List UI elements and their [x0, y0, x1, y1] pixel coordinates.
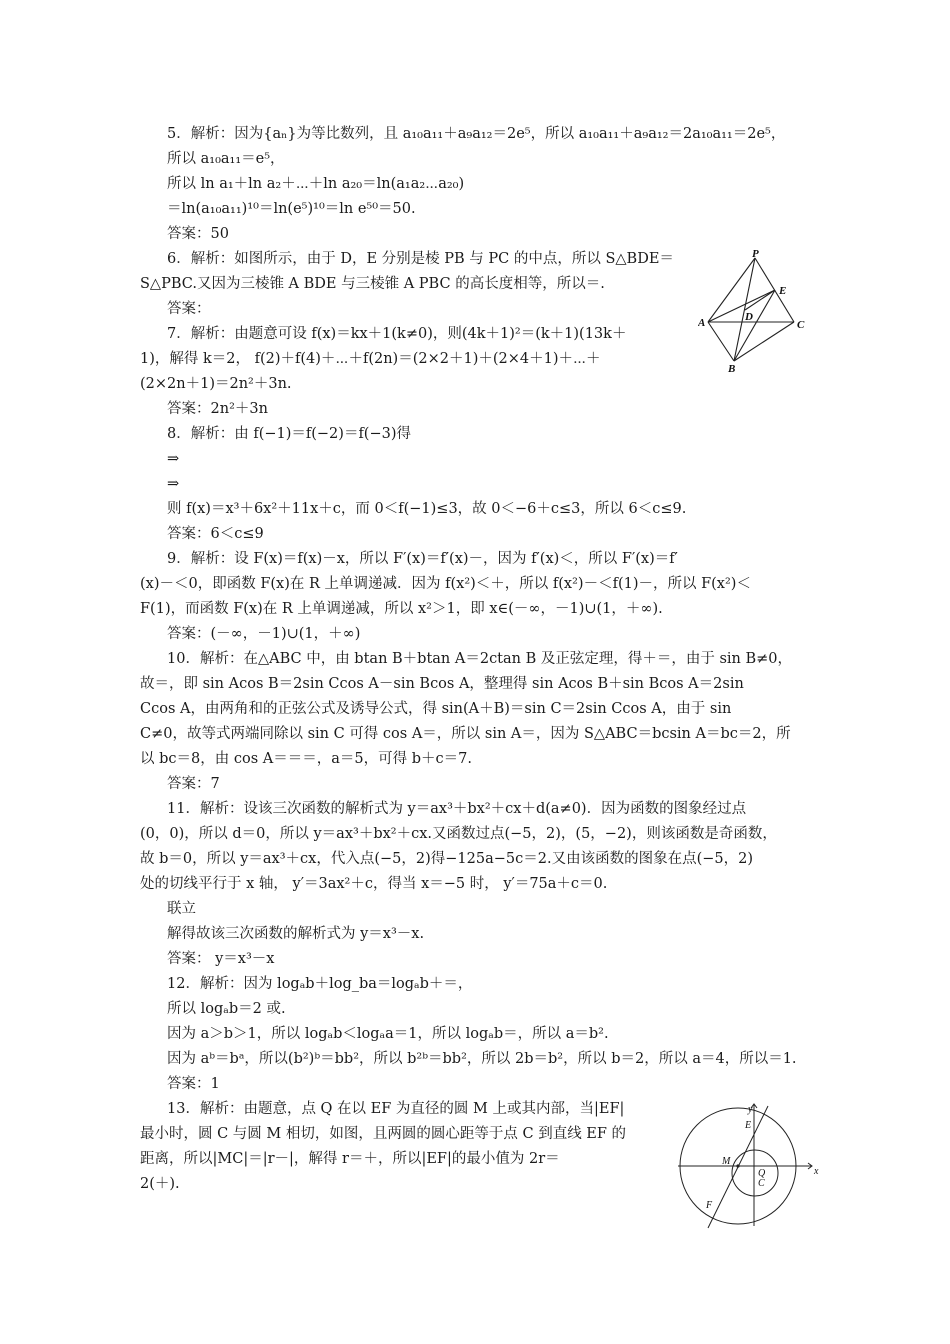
text-line: 答案：(－∞，－1)∪(1，＋∞) — [167, 626, 361, 642]
label-p: P — [752, 248, 759, 260]
circle-figure — [676, 1100, 822, 1230]
text-line: 10．解析：在△ABC 中，由 btan B＋btan A＝2ctan B 及正弦定理，得＋＝，由于 sin B≠0， — [167, 651, 793, 667]
text-line: 5．解析：因为{aₙ}为等比数列，且 a₁₀a₁₁＋a₉a₁₂＝2e⁵，所以 a₁₀a₁₁＋a₉a₁₂＝2a₁₀a₁₁＝2e⁵， — [167, 126, 786, 142]
label-d: D — [745, 311, 753, 323]
label-x: x — [814, 1166, 819, 1177]
text-line: ⇒ — [167, 451, 180, 467]
text-line: 以 bc＝8，由 cos A＝＝＝，a＝5，可得 b＋c＝7. — [140, 751, 472, 767]
text-line: 故＝，即 sin Acos B＝2sin Ccos A－sin Bcos A，整理得 sin Acos B＋sin Bcos A＝2sin — [140, 676, 744, 692]
text-line: 处的切线平行于 x 轴， y′＝3ax²＋c，得当 x＝−5 时， y′＝75a＋c＝0. — [140, 876, 608, 892]
text-line: ⇒ — [167, 476, 180, 492]
text-line: 答案： y＝x³－x — [167, 951, 275, 967]
label-c2: C — [758, 1178, 765, 1189]
text-line: 答案： — [167, 301, 211, 317]
text-line: 因为 a＞b＞1，所以 logₐb＜logₐa＝1，所以 logₐb＝，所以 a＝b². — [167, 1026, 609, 1042]
text-line: 则 f(x)＝x³＋6x²＋11x＋c，而 0＜f(−1)≤3，故 0＜−6＋c≤3，所以 6＜c≤9. — [167, 501, 687, 517]
text-line: C≠0，故等式两端同除以 sin C 可得 cos A＝，所以 sin A＝，因为 S△ABC＝bcsin A＝bc＝2，所 — [140, 726, 791, 742]
text-line: 解得故该三次函数的解析式为 y＝x³－x. — [167, 926, 425, 942]
text-line: 8．解析：由 f(−1)＝f(−2)＝f(−3)得 — [167, 426, 411, 442]
text-line: 所以 ln a₁＋ln a₂＋⋯＋ln a₂₀＝ln(a₁a₂⋯a₂₀) — [167, 176, 465, 192]
text-line: (0，0)，所以 d＝0，所以 y＝ax³＋bx²＋cx.又函数过点(−5，2)，(5，−2)，则该函数是奇函数， — [140, 826, 777, 842]
text-line: F(1)，而函数 F(x)在 R 上单调递减，所以 x²＞1，即 x∈(－∞，－1)∪(1，＋∞). — [140, 601, 663, 617]
text-line: 答案：2n²＋3n — [167, 401, 268, 417]
text-line: 答案：7 — [167, 776, 220, 792]
label-q: Q — [758, 1168, 766, 1179]
text-line: 12．解析：因为 logₐb＋log_ba＝logₐb＋＝， — [167, 976, 473, 992]
text-line: S△PBC.又因为三棱锥 A BDE 与三棱锥 A PBC 的高长度相等，所以＝. — [140, 276, 605, 292]
text-line: 1)，解得 k＝2， f(2)＋f(4)＋⋯＋f(2n)＝(2×2＋1)＋(2×4＋1)＋⋯＋ — [140, 351, 601, 367]
text-line: 故 b＝0，所以 y＝ax³＋cx，代入点(−5，2)得−125a−5c＝2.又由该函数的图象在点(−5，2) — [140, 851, 753, 867]
text-line: 所以 a₁₀a₁₁＝e⁵， — [167, 151, 285, 167]
label-m: M — [722, 1156, 731, 1167]
text-line: 2(＋). — [140, 1176, 180, 1192]
text-line: 联立 — [167, 901, 196, 917]
text-line: Ccos A，由两角和的正弦公式及诱导公式，得 sin(A＋B)＝sin C＝2sin Ccos A，由于 sin — [140, 701, 732, 717]
text-line: 所以 logₐb＝2 或. — [167, 1001, 286, 1017]
text-line: 13．解析：由题意，点 Q 在以 EF 为直径的圆 M 上或其内部，当|EF| — [167, 1101, 625, 1117]
text-line: 答案：50 — [167, 226, 229, 242]
text-line: 9．解析：设 F(x)＝f(x)－x，所以 F′(x)＝f′(x)－，因为 f′(x)＜，所以 F′(x)＝f′ — [167, 551, 678, 567]
text-line: 11．解析：设该三次函数的解析式为 y＝ax³＋bx²＋cx＋d(a≠0)．因为函数的图象经过点 — [167, 801, 747, 817]
pyramid-figure — [698, 248, 813, 374]
text-line: (2×2n＋1)＝2n²＋3n. — [140, 376, 292, 392]
label-c: C — [797, 319, 805, 331]
label-y: y — [748, 1104, 753, 1115]
label-e2: E — [745, 1120, 752, 1131]
label-a: A — [698, 317, 706, 329]
label-f: F — [706, 1200, 713, 1211]
label-e: E — [779, 285, 787, 297]
label-b: B — [728, 363, 736, 374]
text-line: 距离，所以|MC|＝|r－|，解得 r＝＋，所以|EF|的最小值为 2r＝ — [140, 1151, 560, 1167]
text-line: 最小时，圆 C 与圆 M 相切，如图，且两圆的圆心距等于点 C 到直线 EF 的 — [140, 1126, 627, 1142]
text-line: 6．解析：如图所示，由于 D，E 分别是棱 PB 与 PC 的中点，所以 S△BDE＝ — [167, 251, 674, 267]
text-line: (x)－＜0，即函数 F(x)在 R 上单调递减．因为 f(x²)＜＋，所以 f(x²)－＜f(1)－，所以 F(x²)＜ — [140, 576, 751, 592]
text-line: 答案：6＜c≤9 — [167, 526, 264, 542]
text-line: 答案：1 — [167, 1076, 220, 1092]
text-line: ＝ln(a₁₀a₁₁)¹⁰＝ln(e⁵)¹⁰＝ln e⁵⁰＝50. — [167, 201, 416, 217]
text-line: 7．解析：由题意可设 f(x)＝kx＋1(k≠0)，则(4k＋1)²＝(k＋1)(13k＋ — [167, 326, 627, 342]
text-line: 因为 aᵇ＝bᵃ，所以(b²)ᵇ＝bb²，所以 b²ᵇ＝bb²，所以 2b＝b²，所以 b＝2，所以 a＝4，所以＝1. — [167, 1051, 797, 1067]
